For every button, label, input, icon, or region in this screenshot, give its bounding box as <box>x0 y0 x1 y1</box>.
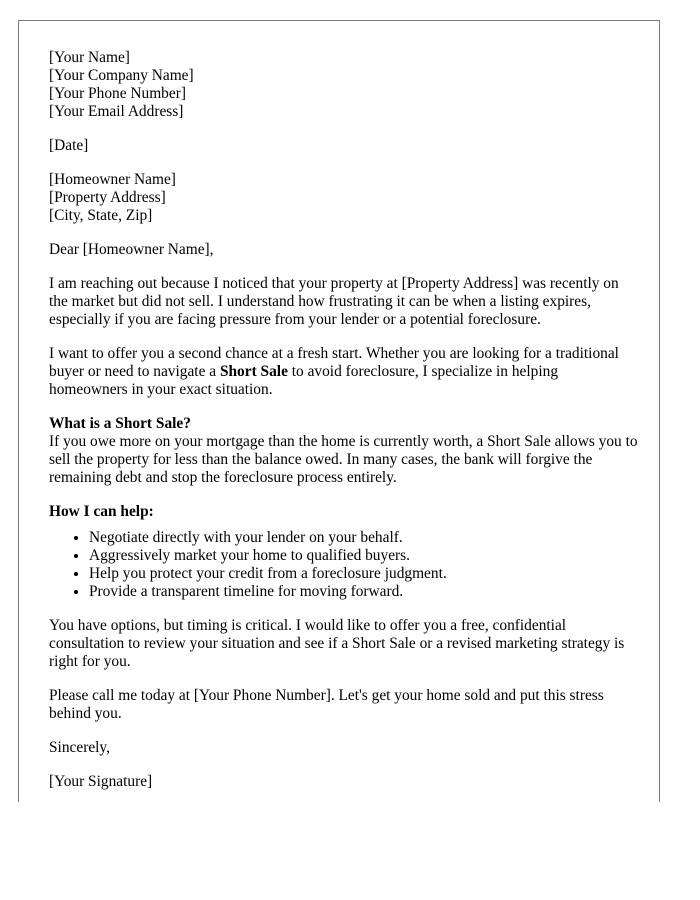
salutation: Dear [Homeowner Name], <box>49 241 214 258</box>
list-item: • Provide a transparent timeline for moving forward. <box>89 583 639 601</box>
paragraph-options: You have options, but timing is critical. I would like to offer you a free, confidential consultation to review your situation and see if a Short Sale or a revised marketing strategy is right for you. <box>49 617 625 670</box>
sender-phone: [Your Phone Number] <box>49 85 186 102</box>
closing: Sincerely, <box>49 739 110 756</box>
recipient-address: [Property Address] <box>49 189 166 206</box>
sender-email: [Your Email Address] <box>49 103 184 120</box>
sender-company: [Your Company Name] <box>49 67 194 84</box>
sender-name: [Your Name] <box>49 49 130 66</box>
letter-page <box>18 20 660 802</box>
recipient-block <box>49 171 639 225</box>
paragraph-call-to-action: Please call me today at [Your Phone Number]. Let's get your home sold and put this stress behind you. <box>49 687 604 722</box>
recipient-city-state-zip: [City, State, Zip] <box>49 207 153 224</box>
list-item: • Help you protect your credit from a foreclosure judgment. <box>89 565 639 583</box>
date-block <box>49 137 639 155</box>
help-section <box>49 503 639 601</box>
short-sale-section <box>49 415 639 487</box>
letter-date: [Date] <box>49 137 89 154</box>
list-item: • Aggressively market your home to qualified buyers. <box>89 547 639 565</box>
paragraph-offer <box>49 345 639 399</box>
paragraph-offer-end: to avoid foreclosure, I specialize in helping homeowners in your exact situation. <box>49 363 559 398</box>
recipient-name: [Homeowner Name] <box>49 171 176 188</box>
letter-content <box>49 49 639 802</box>
signature: [Your Signature] <box>49 773 153 790</box>
sender-block <box>49 49 639 121</box>
help-list <box>49 529 639 601</box>
short-sale-emphasis: Short Sale <box>219 363 288 380</box>
paragraph-intro: I am reaching out because I noticed that your property at [Property Address] was recently on the market but did not sell. I understand how frustrating it can be when a listing expires, especially if you are facing pressure from your lender or a potential foreclosure. <box>49 275 619 328</box>
list-item: • Negotiate directly with your lender on your behalf. <box>89 529 639 547</box>
help-heading: How I can help: <box>49 503 154 520</box>
short-sale-heading: What is a Short Sale? <box>49 415 191 432</box>
short-sale-body: If you owe more on your mortgage than the home is currently worth, a Short Sale allows you to sell the property for less than the balance owed. In many cases, the bank will forgive the remaining debt and stop the foreclosure process entirely. <box>49 433 638 486</box>
paragraph-offer-start: I want to offer you a second chance at a fresh start. Whether you are looking for a traditional buyer or need to navigate a <box>49 345 619 380</box>
